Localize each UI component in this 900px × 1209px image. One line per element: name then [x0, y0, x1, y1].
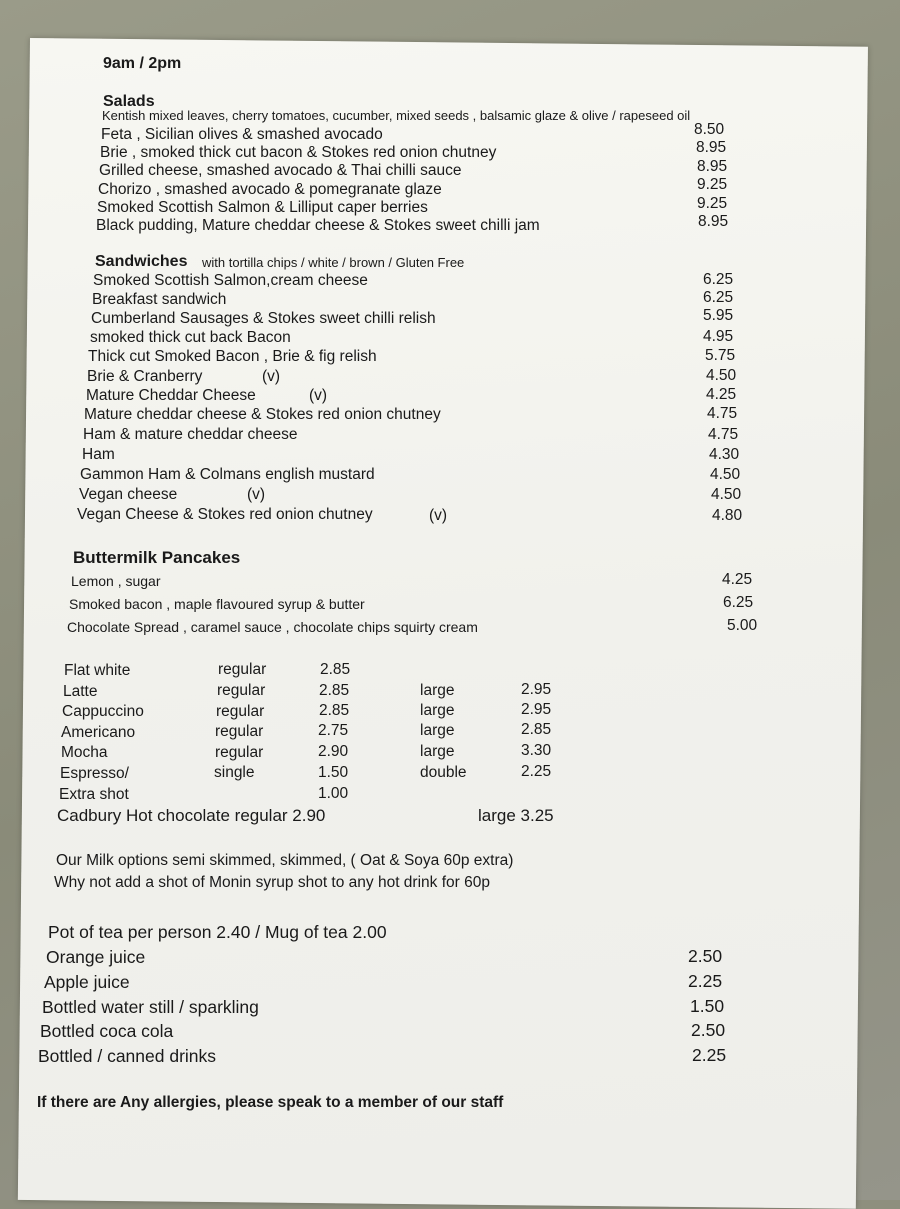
hot-drink-price: 2.75 — [318, 722, 349, 739]
hot-drink-price: 2.90 — [318, 743, 349, 760]
sandwich-item-name: Breakfast sandwich — [92, 291, 227, 308]
sandwich-item-name: Mature Cheddar Cheese — [86, 387, 256, 404]
cold-drink-price: 2.50 — [688, 946, 723, 966]
sandwich-item-price: 5.75 — [705, 347, 736, 364]
hot-drink-price: 3.30 — [521, 742, 552, 759]
sandwich-item-name: Brie & Cranberry — [87, 368, 203, 385]
salad-item-name: Black pudding, Mature cheddar cheese & Stokes sweet chilli jam — [96, 217, 540, 234]
salad-item-name: Brie , smoked thick cut bacon & Stokes red onion chutney — [100, 144, 497, 161]
vegetarian-tag: (v) — [429, 507, 448, 524]
tea-prices: Pot of tea per person 2.40 / Mug of tea 2.00 — [48, 922, 387, 942]
cold-drink-name: Apple juice — [44, 972, 130, 992]
pancake-item-price: 6.25 — [723, 594, 754, 611]
sandwich-item-price: 4.75 — [707, 405, 738, 422]
cold-drink-price: 2.25 — [688, 971, 723, 991]
sandwich-item-price: 4.30 — [709, 446, 740, 463]
sandwich-item-price: 4.50 — [706, 367, 737, 384]
hot-drink-name: Latte — [63, 683, 98, 700]
salad-item-name: Feta , Sicilian olives & smashed avocado — [101, 126, 383, 143]
hot-chocolate-large: large 3.25 — [478, 806, 554, 825]
sandwich-item-name: Ham & mature cheddar cheese — [83, 426, 298, 443]
hot-drink-name: Espresso/ — [60, 765, 129, 782]
sandwich-item-name: Cumberland Sausages & Stokes sweet chilli relish — [91, 310, 436, 327]
sandwich-item-name: Smoked Scottish Salmon,cream cheese — [93, 272, 368, 289]
hot-drink-size: large — [420, 743, 455, 760]
pancake-item-price: 5.00 — [727, 617, 758, 634]
pancakes-heading: Buttermilk Pancakes — [73, 548, 241, 567]
salad-item-price: 8.50 — [694, 121, 725, 138]
sandwich-item-price: 4.95 — [703, 328, 734, 345]
hot-drink-size: double — [420, 764, 467, 781]
sandwich-item-price: 4.25 — [706, 386, 737, 403]
milk-options-note: Our Milk options semi skimmed, skimmed, ( Oat & Soya 60p extra) — [56, 852, 514, 869]
sandwiches-subtitle: with tortilla chips / white / brown / Gluten Free — [202, 255, 465, 270]
pancake-item-name: Chocolate Spread , caramel sauce , chocolate chips squirty cream — [67, 619, 478, 635]
hot-drink-size: regular — [215, 723, 264, 740]
cold-drink-price: 2.50 — [691, 1020, 726, 1040]
hot-drink-price: 2.85 — [319, 682, 350, 699]
hot-drink-price: 1.50 — [318, 764, 349, 781]
cold-drink-name: Bottled / canned drinks — [38, 1046, 217, 1066]
hot-drink-name: Americano — [61, 724, 136, 741]
allergy-note: If there are Any allergies, please speak to a member of our staff — [37, 1094, 504, 1111]
hot-drink-price: 2.85 — [319, 702, 350, 719]
sandwich-item-name: smoked thick cut back Bacon — [90, 329, 291, 346]
sandwich-item-name: Gammon Ham & Colmans english mustard — [80, 466, 375, 483]
hot-drink-price: 2.95 — [521, 681, 552, 698]
pancake-item-name: Lemon , sugar — [71, 573, 161, 589]
hot-drink-size: regular — [215, 744, 264, 761]
salad-item-name: Smoked Scottish Salmon & Lilliput caper berries — [97, 199, 428, 216]
cold-drink-name: Bottled coca cola — [40, 1021, 174, 1041]
sandwich-item-name: Thick cut Smoked Bacon , Brie & fig relish — [88, 348, 377, 365]
salads-description: Kentish mixed leaves, cherry tomatoes, cucumber, mixed seeds , balsamic glaze & olive / rapeseed oil — [102, 108, 691, 123]
sandwich-item-price: 6.25 — [703, 289, 734, 306]
hot-drink-size: single — [214, 764, 255, 781]
sandwich-item-price: 4.50 — [710, 466, 741, 483]
vegetarian-tag: (v) — [247, 486, 266, 503]
pancake-item-name: Smoked bacon , maple flavoured syrup & butter — [69, 596, 365, 612]
sandwich-item-price: 5.95 — [703, 307, 734, 324]
cold-drink-name: Orange juice — [46, 947, 146, 967]
salad-item-name: Grilled cheese, smashed avocado & Thai chilli sauce — [99, 162, 462, 179]
salad-item-price: 9.25 — [697, 176, 728, 193]
sandwich-item-price: 4.75 — [708, 426, 739, 443]
hot-drink-price: 1.00 — [318, 785, 349, 802]
salad-item-price: 8.95 — [698, 213, 729, 230]
sandwich-item-price: 4.80 — [712, 507, 743, 524]
salad-item-price: 8.95 — [696, 139, 727, 156]
hot-drink-price: 2.85 — [320, 661, 351, 678]
hot-drink-price: 2.85 — [521, 721, 552, 738]
sandwich-item-name: Vegan Cheese & Stokes red onion chutney — [77, 506, 373, 523]
hot-drink-size: large — [420, 722, 455, 739]
hot-drink-size: regular — [217, 682, 266, 699]
cold-drink-price: 1.50 — [690, 996, 725, 1016]
hot-drink-name: Cappuccino — [62, 703, 144, 720]
sandwiches-heading: Sandwiches — [95, 253, 188, 270]
hot-drink-price: 2.25 — [521, 763, 552, 780]
vegetarian-tag: (v) — [262, 368, 281, 385]
salad-item-price: 9.25 — [697, 195, 728, 212]
hot-drink-price: 2.95 — [521, 701, 552, 718]
opening-hours: 9am / 2pm — [103, 55, 182, 72]
hot-chocolate: Cadbury Hot chocolate regular 2.90 — [57, 806, 326, 825]
sandwich-item-name: Mature cheddar cheese & Stokes red onion chutney — [84, 406, 441, 423]
syrup-note: Why not add a shot of Monin syrup shot to any hot drink for 60p — [54, 874, 490, 891]
sandwich-item-price: 4.50 — [711, 486, 742, 503]
sandwich-item-name: Ham — [82, 446, 115, 463]
vegetarian-tag: (v) — [309, 387, 328, 404]
salad-item-name: Chorizo , smashed avocado & pomegranate glaze — [98, 181, 442, 198]
hot-drink-name: Flat white — [64, 662, 131, 679]
hot-drink-size: large — [420, 702, 455, 719]
salads-heading: Salads — [103, 93, 155, 110]
pancake-item-price: 4.25 — [722, 571, 753, 588]
sandwich-item-price: 6.25 — [703, 271, 734, 288]
hot-drink-size: regular — [216, 703, 265, 720]
hot-drink-name: Mocha — [61, 744, 108, 761]
hot-drink-size: regular — [218, 661, 267, 678]
sandwich-item-name: Vegan cheese — [79, 486, 178, 503]
salad-item-price: 8.95 — [697, 158, 728, 175]
cold-drink-name: Bottled water still / sparkling — [42, 997, 259, 1017]
hot-drink-name: Extra shot — [59, 786, 129, 803]
cold-drink-price: 2.25 — [692, 1045, 727, 1065]
hot-drink-size: large — [420, 682, 455, 699]
